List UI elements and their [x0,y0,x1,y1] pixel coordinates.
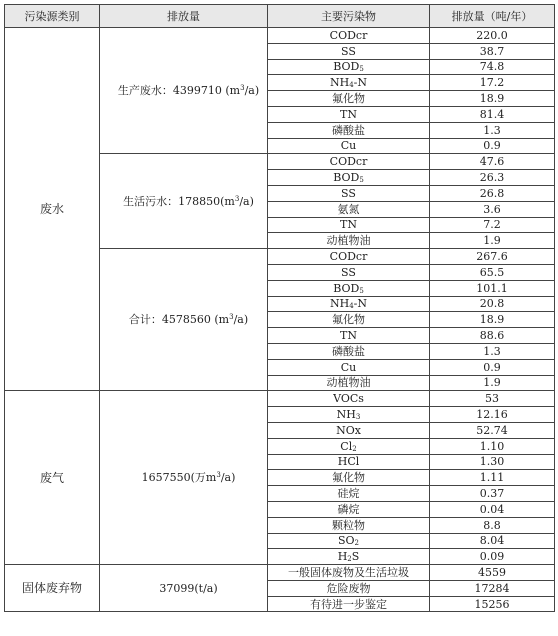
pollutant-cell: SS [268,264,430,280]
pollutant-cell: $BOD_5$ [268,59,430,75]
pollutant-cell: TN [268,106,430,122]
source-volume-cell [100,391,268,565]
pollutant-cell: TN [268,217,430,233]
table-row [5,28,555,44]
value-cell: 38.7 [430,43,555,59]
value-cell: 8.8 [430,517,555,533]
value-cell: 18.9 [430,312,555,328]
table-row [5,565,555,581]
pollutant-cell: CODcr [268,28,430,44]
value-cell: 26.8 [430,185,555,201]
pollutant-cell: $NH_4-N$ [268,296,430,312]
source-label-part: /a) [244,84,260,98]
value-cell: 0.37 [430,486,555,502]
pollutant-cell: 氟化物 [268,91,430,107]
pollutant-cell: 危险废物 [268,580,430,596]
value-cell: 88.6 [430,328,555,344]
pollutant-cell: CODcr [268,154,430,170]
source-volume-cell [100,565,268,612]
table-row [5,391,555,407]
source-label-part: 生活污水：178850(m [123,194,235,208]
value-cell: 1.30 [430,454,555,470]
source-volume-cell [100,249,268,391]
pollutant-cell: HCl [268,454,430,470]
value-cell: 1.9 [430,233,555,249]
pollutant-cell: Cu [268,359,430,375]
pollutant-cell: Cu [268,138,430,154]
pollutant-cell: SS [268,185,430,201]
value-cell: 0.09 [430,549,555,565]
source-label-part: /a) [239,194,254,208]
value-cell: 53 [430,391,555,407]
value-cell: 52.74 [430,422,555,438]
pollutant-cell: NOx [268,422,430,438]
pollutant-cell: $Cl_2$ [268,438,430,454]
pollutant-cell: CODcr [268,249,430,265]
value-cell: 18.9 [430,91,555,107]
unit-superscript: 3 [240,84,245,93]
value-cell: 3.6 [430,201,555,217]
pollutant-cell: 氨氮 [268,201,430,217]
value-cell: 65.5 [430,264,555,280]
source-label-part: 生产废水：4399710 (m [117,84,241,98]
pollutant-cell: 颗粒物 [268,517,430,533]
source-label-part: /a) [220,471,236,485]
pollutant-cell: 一般固体废物及生活垃圾 [268,565,430,581]
unit-superscript: 3 [229,313,234,322]
pollutant-cell: TN [268,328,430,344]
value-cell: 8.04 [430,533,555,549]
pollutant-cell: 动植物油 [268,233,430,249]
category-cell: 废气 [5,391,100,565]
value-cell: 1.11 [430,470,555,486]
pollutant-cell: 氟化物 [268,312,430,328]
pollutant-cell: 硅烷 [268,486,430,502]
pollutant-cell: 氟化物 [268,470,430,486]
value-cell: 0.04 [430,501,555,517]
pollutant-cell: $NH_4-N$ [268,75,430,91]
value-cell: 20.8 [430,296,555,312]
value-cell: 1.9 [430,375,555,391]
emission-table [4,4,555,612]
source-label-part: 1657550(万m [141,471,217,485]
pollutant-cell: VOCs [268,391,430,407]
value-cell: 267.6 [430,249,555,265]
pollutant-cell: 磷酸盐 [268,343,430,359]
header-emission-volume: 排放量 [100,5,268,28]
category-cell: 固体废弃物 [5,565,100,612]
value-cell: 7.2 [430,217,555,233]
unit-superscript: 3 [216,471,221,480]
header-pollutant: 主要污染物 [268,5,430,28]
source-label-part: 合计：4578560 (m [128,313,230,327]
value-cell: 220.0 [430,28,555,44]
pollutant-cell: SS [268,43,430,59]
pollutant-cell: $BOD_5$ [268,170,430,186]
pollutant-cell: $NH_3$ [268,407,430,423]
value-cell: 0.9 [430,138,555,154]
value-cell: 1.3 [430,122,555,138]
pollutant-cell: $H_2S$ [268,549,430,565]
value-cell: 1.3 [430,343,555,359]
pollutant-cell: 有待进一步鉴定 [268,596,430,612]
pollutant-cell: $SO_2$ [268,533,430,549]
value-cell: 74.8 [430,59,555,75]
header-category: 污染源类别 [5,5,100,28]
pollutant-cell: 磷酸盐 [268,122,430,138]
value-cell: 26.3 [430,170,555,186]
source-label-part: /a) [233,313,249,327]
value-cell: 15256 [430,596,555,612]
value-cell: 1.10 [430,438,555,454]
pollutant-cell: 磷烷 [268,501,430,517]
value-cell: 12.16 [430,407,555,423]
header-row [5,5,555,28]
source-volume-cell [100,28,268,154]
pollutant-cell: $BOD_5$ [268,280,430,296]
category-cell: 废水 [5,28,100,391]
value-cell: 0.9 [430,359,555,375]
value-cell: 17284 [430,580,555,596]
pollutant-cell: 动植物油 [268,375,430,391]
value-cell: 4559 [430,565,555,581]
header-emission-tons: 排放量（吨/年） [430,5,555,28]
value-cell: 101.1 [430,280,555,296]
value-cell: 17.2 [430,75,555,91]
unit-superscript: 3 [234,194,240,203]
source-volume-cell [100,154,268,249]
value-cell: 47.6 [430,154,555,170]
source-label-part: 37099(t/a) [159,581,218,595]
value-cell: 81.4 [430,106,555,122]
